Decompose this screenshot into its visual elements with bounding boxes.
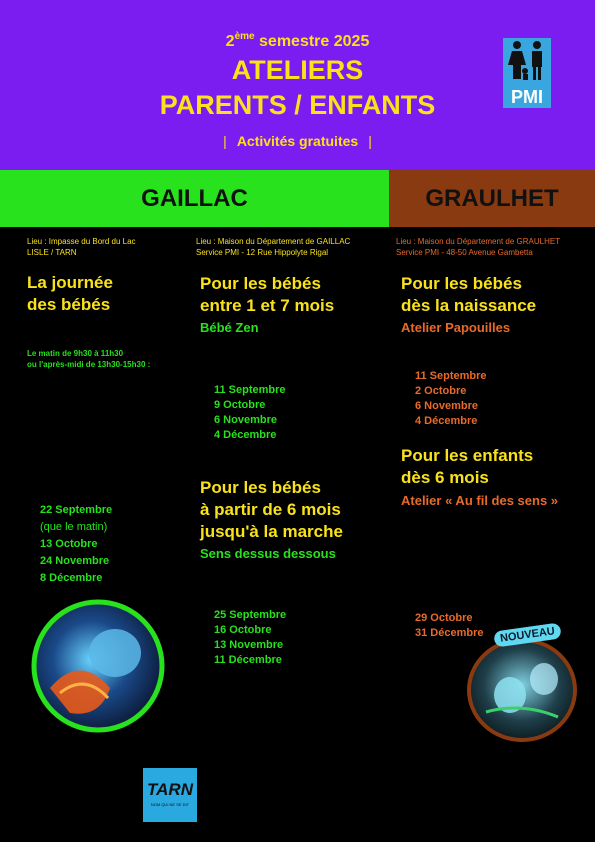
nouveau-badge: NOUVEAU — [493, 622, 562, 647]
date-item: 11 Décembre — [214, 654, 282, 666]
date-item: 8 Décembre — [40, 572, 103, 584]
col1-photo — [30, 598, 166, 739]
date-item: 4 Décembre — [415, 415, 478, 427]
date-item: 11 Septembre — [214, 384, 286, 396]
col1-heading: La journée des bébés — [27, 273, 113, 314]
graulhet-band — [389, 170, 595, 227]
gaillac-band — [0, 170, 389, 227]
baby-photo-circle — [30, 598, 166, 734]
col1-dates — [40, 502, 112, 587]
col2-block1-sub: Bébé Zen — [200, 320, 259, 335]
pmi-logo — [503, 38, 551, 108]
date-item: 4 Décembre — [214, 429, 277, 441]
col1-lieu: Lieu : Impasse du Bord du Lac LISLE / TARN — [27, 237, 136, 257]
col2-block2-dates — [214, 608, 286, 668]
title-line-2: PARENTS / ENFANTS — [159, 90, 436, 120]
date-item: 6 Novembre — [415, 400, 478, 412]
tarn-logo — [143, 768, 197, 822]
col3-lieu: Lieu : Maison du Département de GRAULHET Service PMI - 48-50 Avenue Gambetta — [396, 237, 561, 257]
date-item: 6 Novembre — [214, 414, 277, 426]
col3-photo — [466, 637, 578, 748]
date-item: 13 Octobre — [40, 538, 98, 550]
date-item: (que le matin) — [40, 521, 108, 533]
date-item: 16 Octobre — [214, 624, 272, 636]
col2-block2-heading: Pour les bébés à partir de 6 mois jusqu'à la marche — [200, 478, 343, 541]
date-item: 11 Septembre — [415, 370, 487, 382]
tarn-slogan: NOM QUI NE SE DIT — [150, 802, 190, 807]
date-item: 22 Septembre — [40, 504, 113, 516]
title-line-1: ATELIERS — [231, 55, 364, 85]
date-item: 24 Novembre — [40, 555, 110, 567]
date-item: 13 Novembre — [214, 639, 284, 651]
col3-block1-dates — [415, 369, 487, 429]
col2-block2-sub: Sens dessus dessous — [200, 546, 336, 561]
col2-lieu: Lieu : Maison du Département de GAILLAC Service PMI - 12 Rue Hippolyte Rigal — [196, 237, 351, 257]
date-item: 25 Septembre — [214, 609, 287, 621]
col3-block1-sub: Atelier Papouilles — [401, 320, 511, 335]
child-photo-circle — [466, 637, 578, 743]
col2-block1-heading: Pour les bébés entre 1 et 7 mois — [200, 274, 335, 315]
graulhet-label: GRAULHET — [425, 185, 559, 212]
date-item: 29 Octobre — [415, 612, 473, 624]
col2-block1-dates — [214, 383, 286, 443]
col1-horaires: Le matin de 9h30 à 11h30 ou l'après-midi de 13h30-15h30 : — [27, 349, 151, 369]
semester-label: 2ème semestre 2025 — [225, 31, 370, 50]
col3-block2-sub: Atelier « Au fil des sens » — [401, 493, 559, 508]
free-activities-label: | Activités gratuites | — [223, 133, 372, 149]
pmi-logo-text: PMI — [510, 87, 543, 107]
gaillac-label: GAILLAC — [141, 185, 248, 212]
date-item: 2 Octobre — [415, 385, 467, 397]
tarn-logo-text: TARN — [147, 780, 193, 799]
col3-block1-heading: Pour les bébés dès la naissance — [401, 274, 537, 315]
family-icon — [503, 38, 551, 88]
col3-block2-heading: Pour les enfants dès 6 mois — [401, 446, 534, 487]
date-item: 9 Octobre — [214, 399, 266, 411]
date-item: 31 Décembre — [415, 627, 484, 639]
